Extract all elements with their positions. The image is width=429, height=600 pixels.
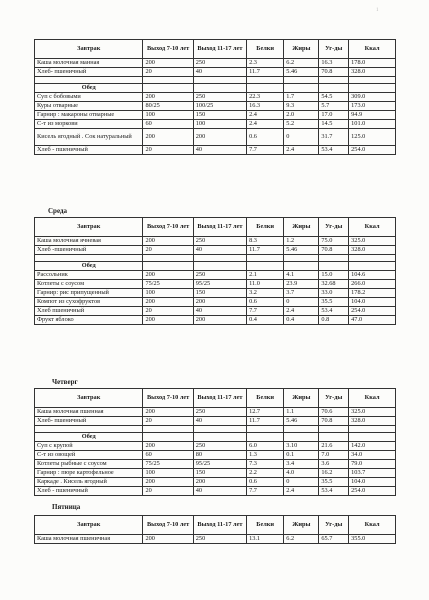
- dish-name: Компот из сухофруктов: [35, 298, 143, 307]
- value-cell: 328.0: [349, 68, 396, 77]
- value-cell: 70.8: [319, 246, 349, 255]
- empty-cell: [349, 426, 396, 433]
- value-cell: 33.0: [319, 289, 349, 298]
- column-header: Выход 11-17 лет: [193, 389, 246, 408]
- empty-cell: [349, 77, 396, 84]
- value-cell: 9.3: [284, 102, 319, 111]
- value-cell: 150: [193, 289, 246, 298]
- table-row: [35, 442, 396, 451]
- section-title: Завтрак: [35, 40, 143, 59]
- empty-cell: [143, 426, 193, 433]
- day-label-thursday: Четверг: [52, 378, 78, 386]
- dish-name: Хлеб пшеничный: [35, 307, 143, 316]
- empty-cell: [193, 433, 246, 442]
- day-label-friday: Пятница: [52, 503, 81, 511]
- empty-cell: [143, 255, 193, 262]
- value-cell: 6.0: [247, 442, 284, 451]
- column-header: Ккал: [349, 40, 396, 59]
- empty-cell: [143, 77, 193, 84]
- value-cell: 2.4: [247, 111, 284, 120]
- dish-name: Каша молочная ячневая: [35, 237, 143, 246]
- value-cell: 40: [193, 68, 246, 77]
- value-cell: 254.0: [349, 487, 396, 496]
- value-cell: 254.0: [349, 146, 396, 155]
- value-cell: 178.0: [349, 59, 396, 68]
- value-cell: 11.0: [247, 280, 284, 289]
- value-cell: 100: [143, 111, 193, 120]
- table-row: [35, 237, 396, 246]
- value-cell: 7.7: [247, 146, 284, 155]
- empty-cell: [349, 433, 396, 442]
- column-header: Выход 7-10 лет: [143, 40, 193, 59]
- table-row: [35, 408, 396, 417]
- table-row: [35, 111, 396, 120]
- column-header: Выход 11-17 лет: [193, 516, 246, 535]
- value-cell: 250: [193, 237, 246, 246]
- value-cell: 20: [143, 417, 193, 426]
- empty-cell: [247, 262, 284, 271]
- value-cell: 266.0: [349, 280, 396, 289]
- value-cell: 79.0: [349, 460, 396, 469]
- column-header: Уг-ды: [319, 218, 349, 237]
- empty-cell: [319, 84, 349, 93]
- value-cell: 5.2: [284, 120, 319, 129]
- column-header: Выход 7-10 лет: [143, 218, 193, 237]
- value-cell: 47.0: [349, 316, 396, 325]
- dish-name: Куры отварные: [35, 102, 143, 111]
- column-header: Белки: [247, 218, 284, 237]
- column-header: Уг-ды: [319, 40, 349, 59]
- value-cell: 200: [193, 316, 246, 325]
- header-row: [35, 516, 396, 535]
- value-cell: 0.4: [247, 316, 284, 325]
- empty-cell: [284, 262, 319, 271]
- empty-cell: [193, 255, 246, 262]
- column-header: Уг-ды: [319, 389, 349, 408]
- value-cell: 0.6: [247, 129, 284, 146]
- empty-cell: [319, 433, 349, 442]
- empty-cell: [284, 84, 319, 93]
- dish-name: Фрукт яблоко: [35, 316, 143, 325]
- value-cell: 4.0: [284, 469, 319, 478]
- empty-cell: [349, 255, 396, 262]
- dish-name: С-т из овощей: [35, 451, 143, 460]
- value-cell: 101.0: [349, 120, 396, 129]
- value-cell: 325.0: [349, 237, 396, 246]
- column-header: Выход 7-10 лет: [143, 389, 193, 408]
- day-label-wednesday: Среда: [48, 207, 68, 215]
- value-cell: 355.0: [349, 535, 396, 544]
- value-cell: 3.7: [284, 289, 319, 298]
- table-row: [35, 460, 396, 469]
- section-title: Завтрак: [35, 218, 143, 237]
- value-cell: 250: [193, 535, 246, 544]
- value-cell: 0.6: [247, 298, 284, 307]
- value-cell: 31.7: [319, 129, 349, 146]
- value-cell: 11.7: [247, 68, 284, 77]
- value-cell: 125.0: [349, 129, 396, 146]
- value-cell: 2.4: [247, 120, 284, 129]
- value-cell: 16.3: [247, 102, 284, 111]
- value-cell: 11.7: [247, 246, 284, 255]
- menu-table-friday: [34, 515, 396, 544]
- menu-table-day-1: [34, 39, 396, 155]
- value-cell: 1.2: [284, 237, 319, 246]
- value-cell: 200: [143, 237, 193, 246]
- empty-cell: [247, 77, 284, 84]
- value-cell: 2.1: [247, 271, 284, 280]
- value-cell: 3.6: [319, 460, 349, 469]
- value-cell: 2.4: [284, 307, 319, 316]
- dish-name: Кисель ягодный . Сок натуральный: [35, 129, 143, 146]
- value-cell: 34.0: [349, 451, 396, 460]
- value-cell: 40: [193, 146, 246, 155]
- header-row: [35, 218, 396, 237]
- table-row: [35, 535, 396, 544]
- value-cell: 3.2: [247, 289, 284, 298]
- section-row: [35, 262, 396, 271]
- value-cell: 15.0: [319, 271, 349, 280]
- value-cell: 11.7: [247, 417, 284, 426]
- value-cell: 75.0: [319, 237, 349, 246]
- value-cell: 40: [193, 307, 246, 316]
- value-cell: 0: [284, 129, 319, 146]
- dish-name: Гарнир: рис припущенный: [35, 289, 143, 298]
- dish-name: Котлеты с соусом: [35, 280, 143, 289]
- section-title: Завтрак: [35, 389, 143, 408]
- value-cell: 200: [143, 535, 193, 544]
- value-cell: 150: [193, 469, 246, 478]
- value-cell: 1.7: [284, 93, 319, 102]
- header-row: [35, 389, 396, 408]
- empty-cell: [284, 426, 319, 433]
- value-cell: 104.0: [349, 478, 396, 487]
- value-cell: 328.0: [349, 246, 396, 255]
- value-cell: 250: [193, 59, 246, 68]
- dish-name: Хлеб- пшеничный: [35, 68, 143, 77]
- table-row: [35, 93, 396, 102]
- value-cell: 20: [143, 307, 193, 316]
- empty-cell: [349, 84, 396, 93]
- empty-cell: [284, 433, 319, 442]
- empty-cell: [247, 84, 284, 93]
- value-cell: 23.9: [284, 280, 319, 289]
- value-cell: 60: [143, 120, 193, 129]
- value-cell: 54.5: [319, 93, 349, 102]
- value-cell: 40: [193, 487, 246, 496]
- value-cell: 200: [143, 59, 193, 68]
- dish-name: Гарнир : пюре картофельное: [35, 469, 143, 478]
- empty-cell: [35, 255, 143, 262]
- section-title: Обед: [35, 262, 143, 271]
- empty-cell: [193, 84, 246, 93]
- value-cell: 16.2: [319, 469, 349, 478]
- value-cell: 254.0: [349, 307, 396, 316]
- value-cell: 309.0: [349, 93, 396, 102]
- value-cell: 5.46: [284, 68, 319, 77]
- table-row: [35, 120, 396, 129]
- value-cell: 2.0: [284, 111, 319, 120]
- value-cell: 70.8: [319, 417, 349, 426]
- value-cell: 250: [193, 271, 246, 280]
- value-cell: 178.2: [349, 289, 396, 298]
- value-cell: 1.3: [247, 451, 284, 460]
- value-cell: 70.8: [319, 68, 349, 77]
- page-mark: 1: [376, 8, 379, 13]
- empty-cell: [143, 262, 193, 271]
- value-cell: 200: [143, 478, 193, 487]
- value-cell: 95/25: [193, 280, 246, 289]
- value-cell: 200: [143, 408, 193, 417]
- value-cell: 35.5: [319, 298, 349, 307]
- value-cell: 5.7: [319, 102, 349, 111]
- table-row: [35, 307, 396, 316]
- value-cell: 13.1: [247, 535, 284, 544]
- empty-cell: [247, 255, 284, 262]
- empty-cell: [319, 262, 349, 271]
- spacer-row: [35, 255, 396, 262]
- dish-name: Хлеб- пшеничный: [35, 417, 143, 426]
- table-row: [35, 316, 396, 325]
- table-row: [35, 271, 396, 280]
- value-cell: 173.0: [349, 102, 396, 111]
- value-cell: 80/25: [143, 102, 193, 111]
- value-cell: 75/25: [143, 460, 193, 469]
- value-cell: 200: [143, 93, 193, 102]
- value-cell: 95/25: [193, 460, 246, 469]
- column-header: Ккал: [349, 516, 396, 535]
- column-header: Выход 11-17 лет: [193, 40, 246, 59]
- dish-name: Суп с крупой: [35, 442, 143, 451]
- value-cell: 17.0: [319, 111, 349, 120]
- value-cell: 12.7: [247, 408, 284, 417]
- empty-cell: [284, 77, 319, 84]
- value-cell: 100: [143, 469, 193, 478]
- dish-name: Каша молочная пшеничная: [35, 535, 143, 544]
- table-row: [35, 280, 396, 289]
- column-header: Жиры: [284, 516, 319, 535]
- value-cell: 53.4: [319, 487, 349, 496]
- value-cell: 200: [193, 298, 246, 307]
- value-cell: 22.3: [247, 93, 284, 102]
- table-row: [35, 129, 396, 146]
- value-cell: 5.46: [284, 417, 319, 426]
- value-cell: 80: [193, 451, 246, 460]
- value-cell: 20: [143, 68, 193, 77]
- table-row: [35, 417, 396, 426]
- menu-table-wednesday: [34, 217, 396, 325]
- value-cell: 0.1: [284, 451, 319, 460]
- value-cell: 200: [193, 129, 246, 146]
- value-cell: 70.6: [319, 408, 349, 417]
- value-cell: 2.4: [284, 146, 319, 155]
- dish-name: Хлеб - пшеничный: [35, 487, 143, 496]
- section-row: [35, 84, 396, 93]
- value-cell: 250: [193, 408, 246, 417]
- value-cell: 53.4: [319, 146, 349, 155]
- dish-name: Рассольник: [35, 271, 143, 280]
- value-cell: 200: [143, 271, 193, 280]
- value-cell: 2.3: [247, 59, 284, 68]
- value-cell: 5.46: [284, 246, 319, 255]
- value-cell: 7.3: [247, 460, 284, 469]
- column-header: Выход 7-10 лет: [143, 516, 193, 535]
- empty-cell: [319, 255, 349, 262]
- empty-cell: [247, 433, 284, 442]
- table-row: [35, 102, 396, 111]
- table-row: [35, 298, 396, 307]
- column-header: Уг-ды: [319, 516, 349, 535]
- empty-cell: [35, 426, 143, 433]
- value-cell: 250: [193, 442, 246, 451]
- dish-name: Хлеб - пшеничный: [35, 146, 143, 155]
- dish-name: Хлеб -пшеничный: [35, 246, 143, 255]
- column-header: Жиры: [284, 218, 319, 237]
- value-cell: 142.0: [349, 442, 396, 451]
- value-cell: 200: [143, 442, 193, 451]
- empty-cell: [143, 84, 193, 93]
- value-cell: 32.68: [319, 280, 349, 289]
- value-cell: 20: [143, 246, 193, 255]
- value-cell: 325.0: [349, 408, 396, 417]
- empty-cell: [284, 255, 319, 262]
- value-cell: 60: [143, 451, 193, 460]
- value-cell: 4.1: [284, 271, 319, 280]
- value-cell: 0.8: [319, 316, 349, 325]
- section-title: Обед: [35, 84, 143, 93]
- value-cell: 200: [143, 129, 193, 146]
- dish-name: Суп с бобовыми: [35, 93, 143, 102]
- dish-name: Каркаде . Кисель ягодный: [35, 478, 143, 487]
- empty-cell: [349, 262, 396, 271]
- column-header: Белки: [247, 516, 284, 535]
- value-cell: 200: [143, 298, 193, 307]
- empty-cell: [319, 77, 349, 84]
- empty-cell: [193, 77, 246, 84]
- dish-name: Гарнир : макароны отварные: [35, 111, 143, 120]
- value-cell: 35.5: [319, 478, 349, 487]
- value-cell: 20: [143, 487, 193, 496]
- table-row: [35, 146, 396, 155]
- value-cell: 250: [193, 93, 246, 102]
- section-title: Завтрак: [35, 516, 143, 535]
- value-cell: 21.6: [319, 442, 349, 451]
- column-header: Ккал: [349, 218, 396, 237]
- table-row: [35, 478, 396, 487]
- value-cell: 2.2: [247, 469, 284, 478]
- empty-cell: [247, 426, 284, 433]
- table-row: [35, 246, 396, 255]
- value-cell: 100: [143, 289, 193, 298]
- column-header: Жиры: [284, 389, 319, 408]
- value-cell: 328.0: [349, 417, 396, 426]
- value-cell: 1.1: [284, 408, 319, 417]
- value-cell: 53.4: [319, 307, 349, 316]
- value-cell: 75/25: [143, 280, 193, 289]
- table-row: [35, 469, 396, 478]
- empty-cell: [143, 433, 193, 442]
- value-cell: 8.3: [247, 237, 284, 246]
- column-header: Выход 11-17 лет: [193, 218, 246, 237]
- value-cell: 3.4: [284, 460, 319, 469]
- value-cell: 0: [284, 478, 319, 487]
- value-cell: 100/25: [193, 102, 246, 111]
- table-row: [35, 289, 396, 298]
- value-cell: 7.0: [319, 451, 349, 460]
- dish-name: Каша молочная манная: [35, 59, 143, 68]
- value-cell: 14.5: [319, 120, 349, 129]
- value-cell: 150: [193, 111, 246, 120]
- value-cell: 200: [143, 316, 193, 325]
- value-cell: 40: [193, 417, 246, 426]
- empty-cell: [319, 426, 349, 433]
- table-row: [35, 487, 396, 496]
- table-row: [35, 451, 396, 460]
- value-cell: 0.6: [247, 478, 284, 487]
- spacer-row: [35, 77, 396, 84]
- column-header: Ккал: [349, 389, 396, 408]
- column-header: Жиры: [284, 40, 319, 59]
- dish-name: Котлеты рыбные с соусом: [35, 460, 143, 469]
- value-cell: 7.7: [247, 487, 284, 496]
- section-row: [35, 433, 396, 442]
- column-header: Белки: [247, 40, 284, 59]
- menu-table-thursday: [34, 388, 396, 496]
- value-cell: 3.10: [284, 442, 319, 451]
- value-cell: 94.9: [349, 111, 396, 120]
- value-cell: 6.2: [284, 535, 319, 544]
- header-row: [35, 40, 396, 59]
- value-cell: 103.7: [349, 469, 396, 478]
- column-header: Белки: [247, 389, 284, 408]
- value-cell: 0.4: [284, 316, 319, 325]
- value-cell: 0: [284, 298, 319, 307]
- value-cell: 6.2: [284, 59, 319, 68]
- empty-cell: [193, 426, 246, 433]
- value-cell: 100: [193, 120, 246, 129]
- value-cell: 65.7: [319, 535, 349, 544]
- dish-name: Каша молочная пшенная: [35, 408, 143, 417]
- value-cell: 20: [143, 146, 193, 155]
- value-cell: 7.7: [247, 307, 284, 316]
- section-title: Обед: [35, 433, 143, 442]
- spacer-row: [35, 426, 396, 433]
- table-row: [35, 59, 396, 68]
- value-cell: 16.3: [319, 59, 349, 68]
- empty-cell: [35, 77, 143, 84]
- value-cell: 104.0: [349, 298, 396, 307]
- value-cell: 2.4: [284, 487, 319, 496]
- dish-name: С-т из моркови: [35, 120, 143, 129]
- value-cell: 104.6: [349, 271, 396, 280]
- table-row: [35, 68, 396, 77]
- value-cell: 200: [193, 478, 246, 487]
- value-cell: 40: [193, 246, 246, 255]
- empty-cell: [193, 262, 246, 271]
